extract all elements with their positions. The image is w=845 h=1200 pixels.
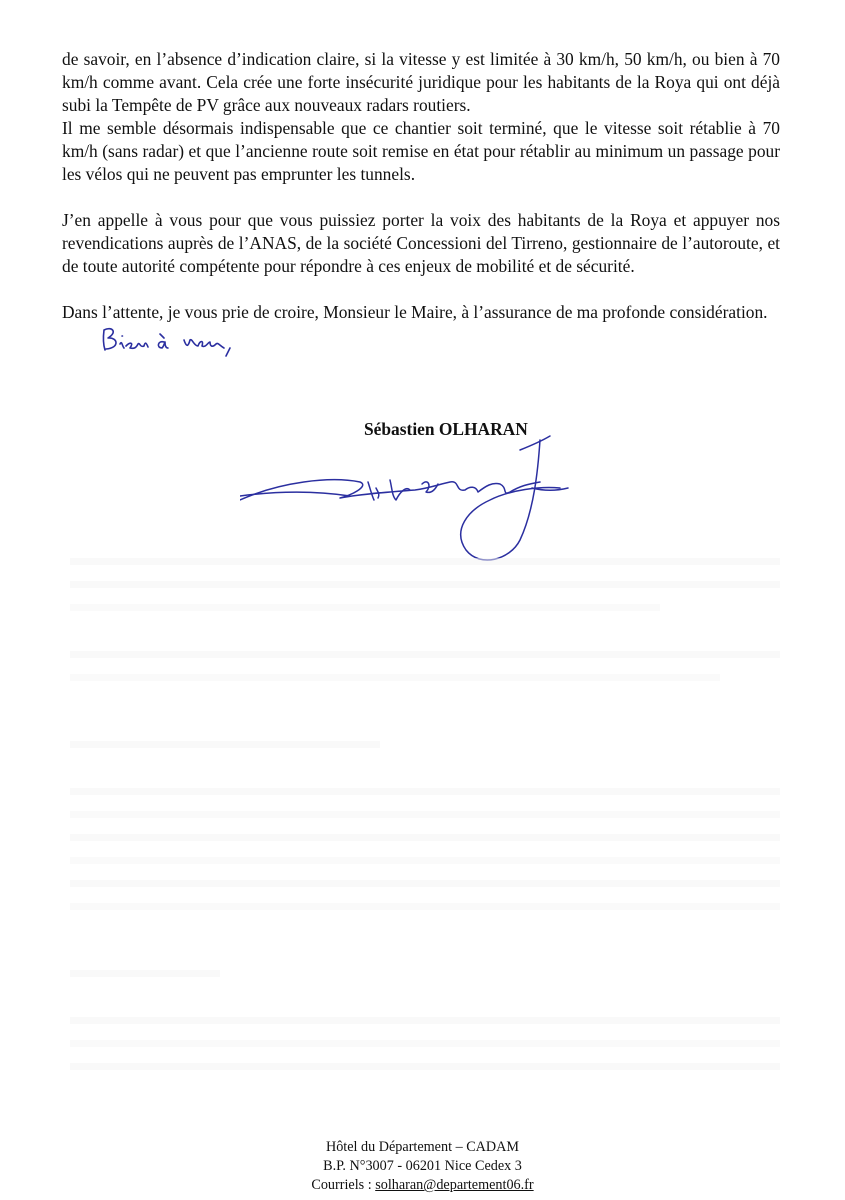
footer-email-link[interactable]: solharan@departement06.fr <box>375 1177 534 1193</box>
letterhead-footer <box>0 1138 845 1195</box>
letter-paragraph-4: Dans l’attente, je vous prie de croire, Monsieur le Maire, à l’assurance de ma profonde considération. <box>62 302 768 322</box>
footer-address-line-1: Hôtel du Département – CADAM <box>325 1139 520 1155</box>
letter-paragraph-2: Il me semble désormais indispensable que ce chantier soit terminé, que le vitesse soit rétablie à 70 km/h (sans radar) et que l’ancienne route soit remise en état pour rétablir au minimum un passage pour les vélos qui ne peuvent pas emprunter les tunnels. <box>62 118 780 184</box>
letter-paragraph-1: de savoir, en l’absence d’indication claire, si la vitesse y est limitée à 30 km/h, 50 km/h, ou bien à 70 km/h comme avant. Cela crée une forte insécurité juridique pour les habitants de la Roya qui ont déjà subi la Tempête de PV grâce aux nouveaux radars routiers. <box>62 49 780 115</box>
footer-email-line <box>0 1176 845 1195</box>
signatory-name: Sébastien OLHARAN <box>364 419 528 439</box>
handwritten-note <box>98 318 278 366</box>
letter-paragraph-3: J’en appelle à vous pour que vous puissiez porter la voix des habitants de la Roya et appuyer nos revendications auprès de l’ANAS, de la société Concessioni del Tirreno, gestionnaire de l’autoroute, et de toute autorité compétente pour répondre à ces enjeux de mobilité et de sécurité. <box>62 210 780 276</box>
reverse-bleedthrough <box>70 540 780 1120</box>
letter-body <box>62 48 780 324</box>
footer-address-line-2: B.P. N°3007 - 06201 Nice Cedex 3 <box>323 1158 522 1174</box>
footer-email-label: Courriels : <box>311 1177 376 1193</box>
